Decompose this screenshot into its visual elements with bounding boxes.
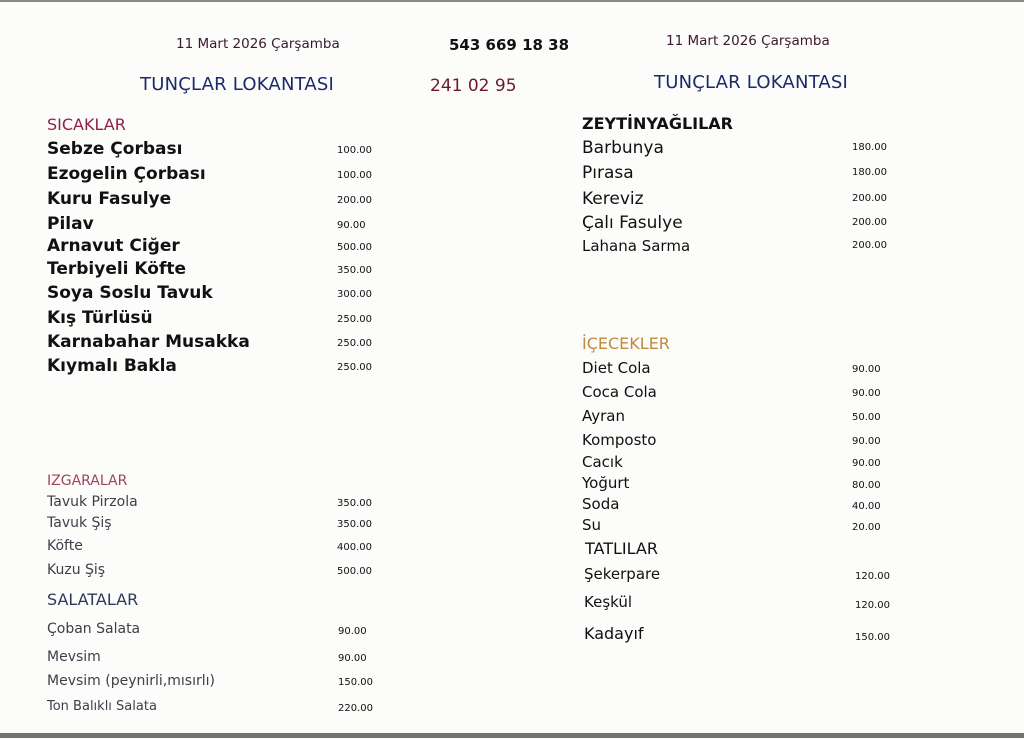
menu-item-price: 90.00 [852,458,881,469]
menu-item-name: Kereviz [582,189,644,209]
left-date: 11 Mart 2026 Çarşamba [176,36,340,52]
menu-item-name: Karnabahar Musakka [47,332,250,352]
menu-item-price: 80.00 [852,480,881,491]
menu-item-price: 90.00 [338,653,367,664]
menu-item-name: Şekerpare [584,565,661,583]
menu-item-name: Sebze Çorbası [47,139,183,159]
section-title-sicaklar: SICAKLAR [47,115,126,134]
menu-item-name: Su [582,516,602,534]
menu-item-price: 350.00 [337,519,372,530]
menu-item-name: Ton Balıklı Salata [47,699,157,714]
menu-item-price: 20.00 [852,522,881,533]
menu-item-price: 90.00 [852,388,881,399]
menu-item-name: Yoğurt [582,474,630,492]
menu-item-price: 120.00 [855,571,890,582]
menu-item-name: Tavuk Pirzola [47,494,138,510]
menu-item-price: 150.00 [338,677,373,688]
menu-item-price: 200.00 [852,217,887,228]
menu-item-name: Ezogelin Çorbası [47,164,206,184]
menu-item-name: Keşkül [584,593,633,611]
menu-item-name: Mevsim (peynirli,mısırlı) [47,673,215,689]
right-restaurant-title: TUNÇLAR LOKANTASI [654,72,849,93]
menu-item-price: 50.00 [852,412,881,423]
menu-item-name: Arnavut Ciğer [47,236,180,256]
menu-item-price: 90.00 [338,626,367,637]
menu-item-name: Pilav [47,214,94,234]
section-title-icecekler: İÇECEKLER [582,334,670,353]
menu-item-price: 100.00 [337,145,372,156]
menu-item-price: 180.00 [852,142,887,153]
section-title-zeytinyaglilar: ZEYTİNYAĞLILAR [582,114,733,133]
menu-item-name: Terbiyeli Köfte [47,259,187,279]
section-title-izgaralar: IZGARALAR [47,473,128,489]
menu-item-price: 90.00 [852,436,881,447]
left-restaurant-title: TUNÇLAR LOKANTASI [140,74,335,95]
menu-item-name: Kuzu Şiş [47,562,106,578]
menu-item-name: Kış Türlüsü [47,308,153,328]
menu-item-price: 250.00 [337,314,372,325]
menu-item-price: 40.00 [852,501,881,512]
menu-item-name: Mevsim [47,649,101,665]
menu-item-name: Çoban Salata [47,621,141,637]
menu-item-name: Köfte [47,538,83,554]
menu-item-name: Komposto [582,431,657,449]
menu-item-price: 90.00 [337,220,366,231]
menu-item-name: Kıymalı Bakla [47,356,177,376]
menu-item-name: Kuru Fasulye [47,189,172,209]
menu-item-name: Cacık [582,453,623,471]
menu-item-price: 350.00 [337,498,372,509]
menu-item-price: 250.00 [337,338,372,349]
menu-item-price: 400.00 [337,542,372,553]
menu-item-name: Diet Cola [582,359,651,377]
menu-item-price: 200.00 [337,195,372,206]
menu-item-price: 200.00 [852,240,887,251]
menu-item-name: Kadayıf [584,624,644,643]
right-date: 11 Mart 2026 Çarşamba [666,33,830,49]
menu-item-price: 300.00 [337,289,372,300]
menu-item-price: 120.00 [855,600,890,611]
menu-item-price: 90.00 [852,364,881,375]
menu-item-name: Soya Soslu Tavuk [47,283,213,303]
menu-item-name: Pırasa [582,163,634,183]
section-title-salatalar: SALATALAR [47,590,139,609]
section-title-tatlilar: TATLILAR [585,539,658,558]
menu-item-name: Soda [582,495,620,513]
menu-item-price: 100.00 [337,170,372,181]
phone-number-mobile: 543 669 18 38 [449,36,570,54]
menu-item-name: Barbunya [582,138,664,158]
phone-number-landline: 241 02 95 [430,76,517,96]
menu-item-name: Coca Cola [582,383,657,401]
menu-item-price: 200.00 [852,193,887,204]
menu-item-price: 220.00 [338,703,373,714]
menu-item-price: 250.00 [337,362,372,373]
menu-item-name: Tavuk Şiş [47,515,112,531]
bottom-edge-line [0,733,1024,738]
menu-item-price: 150.00 [855,632,890,643]
menu-item-price: 500.00 [337,242,372,253]
top-edge-line [0,0,1024,2]
menu-item-price: 500.00 [337,566,372,577]
menu-item-name: Çalı Fasulye [582,213,683,233]
menu-item-price: 350.00 [337,265,372,276]
menu-item-price: 180.00 [852,167,887,178]
menu-item-name: Lahana Sarma [582,237,691,255]
menu-item-name: Ayran [582,407,625,425]
